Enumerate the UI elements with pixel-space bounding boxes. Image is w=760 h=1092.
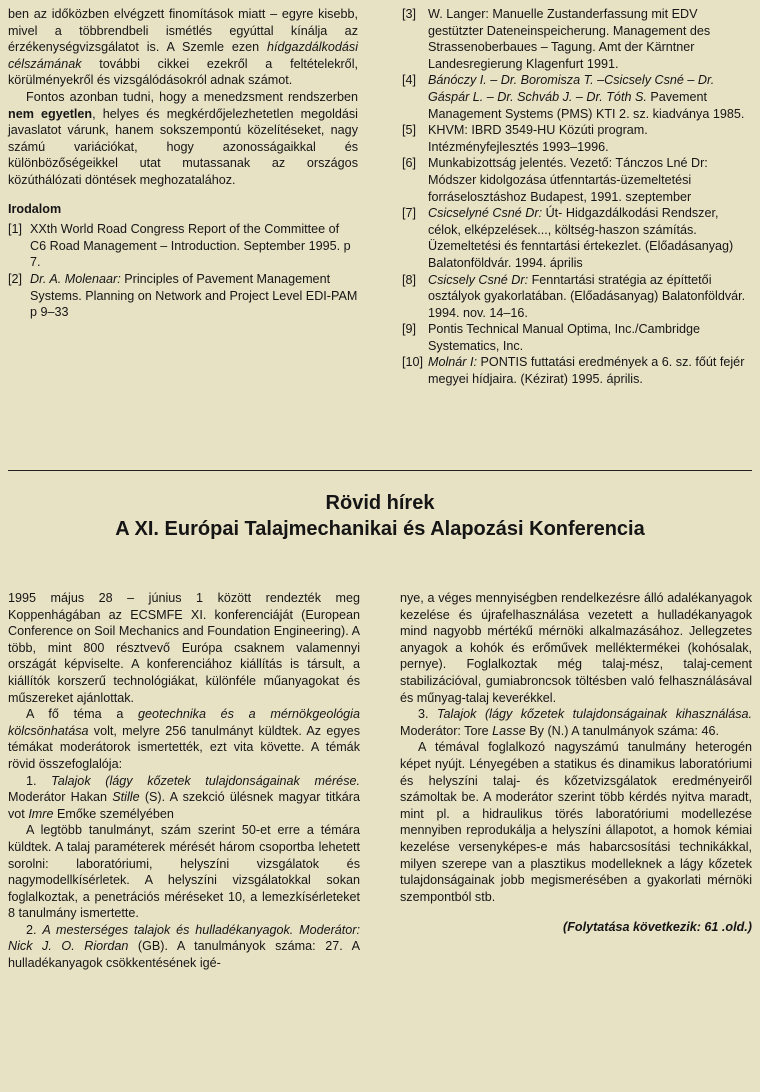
topic-3-paragraph (400, 706, 752, 739)
reference-author: Csicsely Csné Dr: (428, 272, 529, 287)
reference-item (402, 155, 752, 205)
reference-text: W. Langer: Manuelle Zustanderfassung mit EDV gestützter Dateneinspeicherung. Management des Strassenoberbaues – Tagung. Amt der Kärntner Landesregierung Klagenfurt 1991. (428, 7, 711, 71)
top-left-column (8, 6, 358, 321)
management-text-b: , helyes és megkérdőjelezhetetlen megoldási javaslatot várunk, hanem sokszempontú közelítéseket, nagy számú variációkat, hogy azonosságaikkal és különbözőségeikkel utat mutassanak az országos közúthálózati döntések meghozatalához. (8, 106, 358, 187)
top-right-column (402, 6, 752, 388)
references-list-left (8, 221, 358, 321)
topic-1-secretary: Imre (28, 806, 54, 821)
topic-3-text-a: Moderátor: Tore (400, 723, 493, 738)
p2-text-b: volt, melyre 256 tanulmányt küldtek. Az egyes témákat moderátorok ismertették, ezt vita követte. A témák rövid összefoglalója: (8, 723, 360, 771)
reference-item (402, 354, 752, 387)
reference-number: [7] (402, 206, 417, 221)
intro-end: további cikkei ezekről a feltételekről, körülményekről és vizsgálódásokról adnak számot. (8, 56, 358, 88)
reference-number: [5] (402, 123, 417, 138)
topic-3-details: A témával foglalkozó nagyszámú tanulmány heterogén képet nyújt. Lényegében a statikus és dinamikus laboratóriumi és helyszíni talaj- és kőzetvizsgálatok eredményeiről számoltak be. A moderátor szerint több kérdés nyitva maradt, mint pl. a hidraulikus törés laboratóriumi modellezése mennyiben reprodukálja a helyszíni állapotot, a homok kémiai kezelése versenyképes-e más habarcsosítási technikákkal, milyen szerepe van a plasztikus modelleknek a lágy kőzetek tulajdonságainak jobb megismerésében a gyakorlati mérnöki szempontból stb. (400, 740, 752, 904)
topic-1-text-c: Emőke személyében (53, 806, 174, 821)
topic-3-title: Talajok (lágy kőzetek tulajdonságainak kihasználása. (437, 707, 752, 722)
reference-number: [6] (402, 156, 417, 171)
reference-item (402, 205, 752, 271)
topic-1-text-b: (S). A szekció ülésnek magyar titkára vot (8, 790, 360, 821)
management-text-a: Fontos azonban tudni, hogy a menedzsment rendszerben (26, 89, 358, 104)
article-right-column (400, 590, 752, 936)
intro-italic: hídgazdálkodási célszámának (8, 40, 358, 71)
references-list-right (402, 6, 752, 388)
p2-italic: geotechnika és a mérnökgeológia kölcsönhatása (8, 707, 360, 738)
reference-number: [1] (8, 222, 23, 237)
reference-number: [9] (402, 322, 417, 337)
reference-number: [2] (8, 271, 23, 286)
section-title: Rövid hírek (325, 492, 435, 514)
reference-item (402, 272, 752, 322)
reference-number: [10] (402, 355, 424, 370)
reference-item (8, 271, 358, 321)
management-bold: nem egyetlen (8, 106, 93, 121)
reference-author: Csicselyné Csné Dr: (428, 206, 543, 221)
topic-2-title: A mesterséges talajok és hulladékanyagok. Moderátor: Nick J. O. Riordan (8, 922, 360, 954)
topic-1-paragraph (8, 773, 360, 823)
references-heading: Irodalom (8, 201, 62, 216)
reference-item (402, 72, 752, 122)
management-paragraph (8, 89, 358, 189)
reference-item (402, 321, 752, 354)
topic-1-text-a: Moderátor Hakan (8, 790, 113, 805)
article-title: A XI. Európai Talajmechanikai és Alapozási Konferencia (115, 518, 645, 540)
topic-1-title: Talajok (lágy kőzetek tulajdonságainak mérése. (51, 773, 360, 788)
reference-number: [8] (402, 272, 417, 287)
reference-number: [4] (402, 73, 417, 88)
topic-2-text: (GB). A tanulmányok száma: 27. A hulladékanyagok csökkentésének igé- (8, 939, 360, 971)
reference-text: Út- Hidgazdálkodási Rendszer, célok, elképzelések..., költség-haszon számítás. Üzemeltetési és fenntartási értekezlet. (Előadásanyag) Balatonföldvár. 1994. április (428, 206, 734, 270)
reference-author: Molnár I: (428, 355, 477, 370)
news-headline (0, 490, 760, 542)
topic-3-text-b: By (N.) A tanulmányok száma: 46. (525, 723, 719, 738)
article-left-column (8, 590, 360, 972)
reference-item (402, 122, 752, 155)
reference-text: Principles of Pavement Management Systems. Planning on Network and Project Level EDI-PAM p 9–33 (30, 271, 358, 320)
topic-3-moderator: Lasse (492, 723, 526, 738)
reference-text: KHVM: IBRD 3549-HU Közúti program. Intézményfejlesztés 1993–1996. (428, 123, 648, 154)
article-paragraph-1: 1995 május 28 – június 1 között rendezték meg Koppenhágában az ECSMFE XI. konferenciáját (European Conference on Soil Mechanics and Foundation Engineering). A több, mint 800 résztvevő Európa csaknem valamennyi országát képviselte. A konferenciához kiállítás is társult, a kiállítók korszerű technológiákat, különféle műanyagokat és műszereket ajánlottak. (8, 591, 360, 705)
reference-text: Munkabizottság jelentés. Vezető: Tánczos Lné Dr: Módszer kidolgozása útfenntartás-üzemeltetési forráselosztáshoz Budapest, 1991. szeptember (428, 156, 708, 204)
continued-note: (Folytatása következik: 61 .old.) (563, 920, 752, 935)
topic-1-moderator: Stille (112, 790, 140, 805)
intro-paragraph (8, 6, 358, 89)
reference-text: Pontis Technical Manual Optima, Inc./Cambridge Systematics, Inc. (428, 322, 701, 353)
reference-number: [3] (402, 7, 417, 21)
reference-text: Fenntartási stratégia az építtetői osztályok gyakorlatában. (Előadásanyag) Balatonföldvár. 1994. nov. 14–16. (428, 272, 746, 320)
reference-item (8, 221, 358, 271)
section-divider (8, 470, 752, 471)
reference-text: Pavement Management Systems (PMS) KTI 2. sz. kiadványa 1985. (428, 89, 745, 121)
topic-3-number: 3. (418, 707, 438, 722)
reference-text: XXth World Road Congress Report of the Committee of C6 Road Management – Introduction. September 1995. p 7. (30, 222, 351, 270)
reference-item (402, 6, 752, 72)
reference-text: PONTIS futtatási eredmények a 6. sz. főút fejér megyei hídjaira. (Kézirat) 1995. április. (428, 355, 745, 387)
article-paragraph-2 (8, 706, 360, 772)
p2-text-a: A fő téma a (26, 707, 139, 722)
article-continuation: nye, a véges mennyiségben rendelkezésre álló adalékanyagok kezelése és újrafelhasználása vezetett a hulladékanyagok mind nagyobb mértékű mérnöki alkalmazásához. Jellegzetes anyagok a kohók és erőművek melléktermékei (kohósalak, pernye). Foglalkoztak még talaj-mész, talaj-cement stabilizációval, gumiabroncsok töltésben való felhasználásával és műnyag-talaj keverékkel. (400, 591, 752, 705)
topic-2-number: 2. (26, 922, 43, 937)
topic-2-paragraph (8, 922, 360, 972)
reference-author: Bánóczy I. – Dr. Boromisza T. –Csicsely Csné – Dr. Gáspár L. – Dr. Schváb J. – Dr. Tóth S. (428, 73, 715, 104)
topic-1-details: A legtöbb tanulmányt, szám szerint 50-et erre a témára küldtek. A talaj paraméterek mérését három csoportba lehetett sorolni: laboratóriumi, helyszíni vizsgálatok és nagymodellkísérletek. A helyszíni vizsgálatokkal sokan foglalkoztak, a penetrációs méréseket 10, a lemezkísérleteket 8 tanulmány ismertette. (8, 823, 360, 921)
intro-text: ben az időközben elvégzett finomítások miatt – egyre kisebb, mivel a többrendbeli ismétlés egyúttal kínálja az érzékenységvizsgálatot is. A Szemle ezen (8, 7, 358, 55)
reference-author: Dr. A. Molenaar: (30, 271, 121, 286)
topic-1-number: 1. (26, 773, 52, 788)
